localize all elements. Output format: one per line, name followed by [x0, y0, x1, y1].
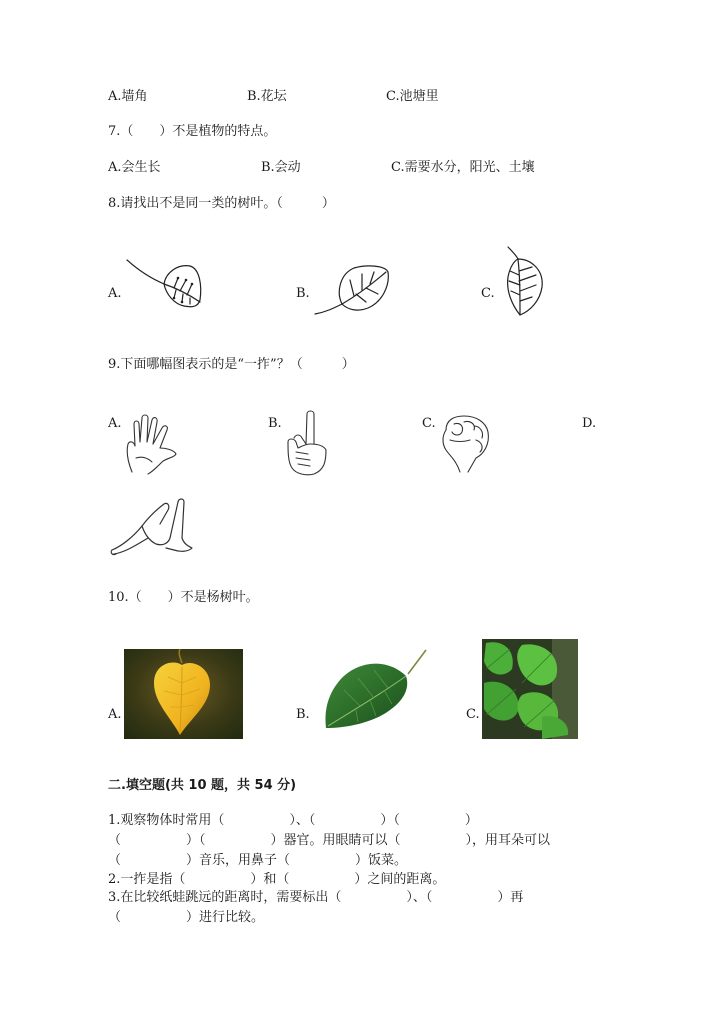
fill3-line2: （ ）进行比较。	[108, 910, 265, 925]
q9-option-a: A.	[108, 416, 122, 431]
q6-option-a: A.墙角	[108, 89, 148, 104]
fist-image	[438, 410, 492, 476]
q9-option-b: B.	[268, 416, 282, 431]
q10-option-b: B.	[296, 707, 310, 722]
leaf-b-image	[312, 262, 394, 318]
section-2-title: 二.填空题(共 10 题，共 54 分)	[108, 778, 297, 793]
green-leaves-photo	[482, 639, 578, 739]
q7-option-a: A.会生长	[108, 160, 161, 175]
leaf-a-image	[124, 256, 219, 316]
q7-option-c: C.需要水分，阳光、土壤	[391, 160, 535, 175]
q9-option-c: C.	[422, 416, 436, 431]
pointing-hand-image	[284, 408, 330, 478]
q10-option-c: C.	[466, 707, 480, 722]
q10-stem: 10.（ ）不是杨树叶。	[108, 590, 259, 605]
leaf-c-image	[500, 245, 548, 319]
green-leaf-image	[318, 644, 436, 734]
q9-option-d: D.	[582, 416, 597, 431]
q7-option-b: B.会动	[261, 160, 301, 175]
q8-option-a: A.	[108, 286, 122, 301]
fill3-line1: 3.在比较纸蛙跳远的距离时，需要标出（ ）、（ ）再	[108, 890, 524, 905]
open-hand-image	[122, 414, 180, 476]
q8-option-b: B.	[296, 286, 310, 301]
q8-option-c: C.	[481, 286, 495, 301]
q7-stem: 7.（ ）不是植物的特点。	[108, 124, 277, 139]
yellow-leaf-photo	[124, 649, 243, 739]
fill1-line2: （ ）（ ）器官。用眼睛可以（ ），用耳朵可以	[108, 833, 551, 848]
q8-stem: 8.请找出不是同一类的树叶。（ ）	[108, 196, 335, 211]
fill1-line1: 1.观察物体时常用（ ）、（ ）（ ）	[108, 813, 478, 828]
fill2-line1: 2.一拃是指（ ）和（ ）之间的距离。	[108, 872, 446, 887]
hand-span-image	[108, 496, 194, 556]
q6-option-c: C.池塘里	[386, 89, 439, 104]
fill1-line3: （ ）音乐，用鼻子（ ）饭菜。	[108, 853, 408, 868]
q6-option-b: B.花坛	[247, 89, 287, 104]
q10-option-a: A.	[108, 707, 122, 722]
q9-stem: 9.下面哪幅图表示的是“一拃”？（ ）	[108, 357, 355, 372]
